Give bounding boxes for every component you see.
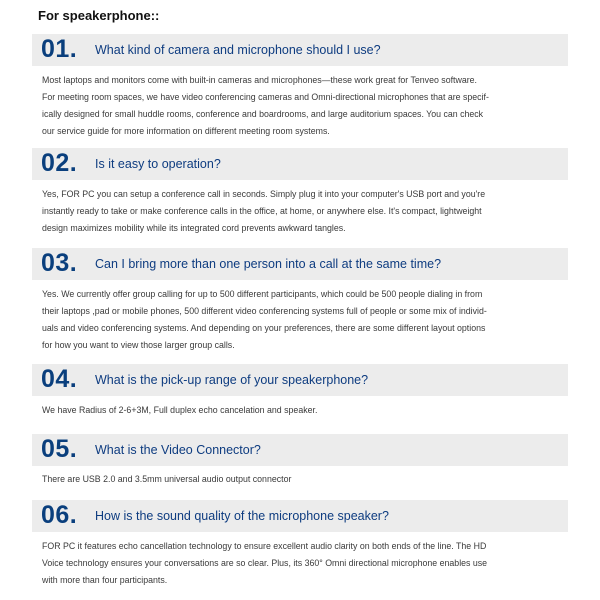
faq-answer-6 bbox=[42, 538, 562, 589]
faq-question: What is the pick-up range of your speakerphone? bbox=[95, 373, 369, 387]
answer-line: design maximizes mobility while its integrated cord prevents awkward tangles. bbox=[42, 223, 346, 233]
faq-answer-2 bbox=[42, 186, 562, 237]
faq-question-bar-2 bbox=[32, 148, 568, 180]
faq-question: What is the Video Connector? bbox=[95, 443, 261, 457]
answer-line: for how you want to view those larger group calls. bbox=[42, 340, 235, 350]
answer-line: Yes, FOR PC you can setup a conference call in seconds. Simply plug it into your computer's USB port and you're bbox=[42, 189, 486, 199]
faq-question-bar-1 bbox=[32, 34, 568, 66]
faq-number: 01. bbox=[41, 35, 78, 63]
faq-question-bar-6 bbox=[32, 500, 568, 532]
answer-line: their laptops ,pad or mobile phones, 500 different video conferencing systems full of people or some mix of individ- bbox=[42, 306, 487, 316]
answer-line: We have Radius of 2-6+3M, Full duplex echo cancelation and speaker. bbox=[42, 405, 318, 415]
faq-question-bar-4 bbox=[32, 364, 568, 396]
answer-line: Voice technology ensures your conversations are so clear. Plus, its 360° Omni directional microphone enables use bbox=[42, 558, 488, 568]
faq-question: Is it easy to operation? bbox=[95, 157, 221, 171]
page-title: For speakerphone:: bbox=[38, 8, 160, 23]
faq-answer-5 bbox=[42, 471, 562, 488]
answer-line: For meeting room spaces, we have video conferencing cameras and Omni-directional microphones that are specif- bbox=[42, 92, 489, 102]
answer-line: with more than four participants. bbox=[42, 575, 168, 585]
faq-question: How is the sound quality of the microphone speaker? bbox=[95, 509, 389, 523]
faq-question-bar-5 bbox=[32, 434, 568, 466]
answer-line: There are USB 2.0 and 3.5mm universal audio output connector bbox=[42, 474, 292, 484]
answer-line: Most laptops and monitors come with built-in cameras and microphones—these work great for Tenveo software. bbox=[42, 75, 477, 85]
faq-answer-3 bbox=[42, 286, 562, 354]
answer-line: our service guide for more information on different meeting room systems. bbox=[42, 126, 330, 136]
answer-line: Yes. We currently offer group calling for up to 500 different participants, which could be 500 people dialing in from bbox=[42, 289, 483, 299]
faq-question: Can I bring more than one person into a call at the same time? bbox=[95, 257, 442, 271]
answer-line: ically designed for small huddle rooms, conference and boardrooms, and large auditorium spaces. You can check bbox=[42, 109, 484, 119]
faq-number: 03. bbox=[41, 249, 78, 277]
faq-question-bar-3 bbox=[32, 248, 568, 280]
faq-question: What kind of camera and microphone should I use? bbox=[95, 43, 381, 57]
faq-number: 05. bbox=[41, 435, 78, 463]
answer-line: FOR PC it features echo cancellation technology to ensure excellent audio clarity on both ends of the line. The HD bbox=[42, 541, 487, 551]
faq-answer-1 bbox=[42, 72, 562, 140]
faq-number: 04. bbox=[41, 365, 78, 393]
faq-answer-4 bbox=[42, 402, 562, 419]
faq-number: 02. bbox=[41, 149, 78, 177]
answer-line: instantly ready to take or make conference calls in the office, at home, or anywhere else. It's compact, lightweight bbox=[42, 206, 482, 216]
faq-number: 06. bbox=[41, 501, 78, 529]
answer-line: uals and video conferencing systems. And depending on your preferences, there are some different layout options bbox=[42, 323, 486, 333]
